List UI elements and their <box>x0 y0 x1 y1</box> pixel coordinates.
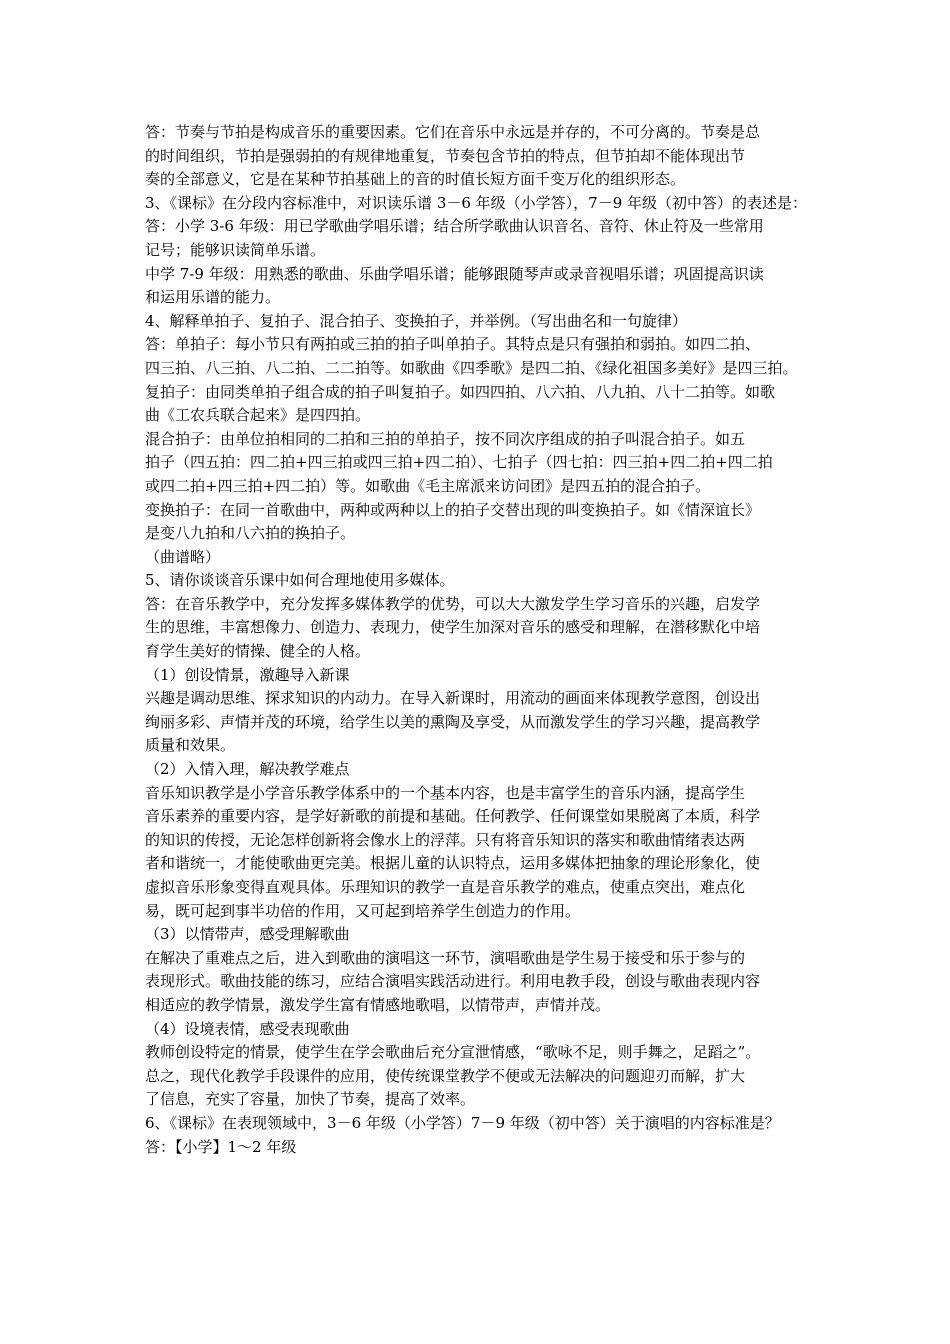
text-line: 奏的全部意义，它是在某种节拍基础上的音的时值长短方面千变万化的组织形态。 <box>145 170 686 189</box>
text-line: 答：节奏与节拍是构成音乐的重要因素。它们在音乐中永远是并存的，不可分离的。节奏是总 <box>145 123 761 141</box>
text-line: 在解决了重难点之后，进入到歌曲的演唱这一环节，演唱歌曲是学生易于接受和乐于参与的 <box>145 948 746 967</box>
text-line: （2）入情入理，解决教学难点 <box>145 760 350 779</box>
text-line: 总之，现代化教学手段课件的应用，使传统课堂教学不便或无法解决的问题迎刃而解，扩大 <box>145 1066 746 1085</box>
text-line: 记号；能够识读简单乐谱。 <box>145 240 326 259</box>
text-line: 6、《课标》在表现领域中，3－6 年级（小学答）7－9 年级（初中答）关于演唱的内容标准是？ <box>145 1113 780 1132</box>
text-line: 答：在音乐教学中，充分发挥多媒体教学的优势，可以大大激发学生学习音乐的兴趣，启发学 <box>145 594 761 613</box>
text-line: 四三拍、八三拍、八二拍、二二拍等。如歌曲《四季歌》是四二拍、《绿化祖国多美好》是四三拍。 <box>145 358 798 377</box>
text-line: 者和谐统一，才能使歌曲更完美。根据儿童的认识特点，运用多媒体把抽象的理论形象化，使 <box>145 854 761 873</box>
text-line: （1）创设情景，激趣导入新课 <box>145 665 350 684</box>
text-line: 育学生美好的情操、健全的人格。 <box>145 642 371 661</box>
text-line: 质量和效果。 <box>145 736 236 755</box>
text-line: 曲《工农兵联合起来》是四四拍。 <box>145 406 371 425</box>
text-line: 混合拍子：由单位拍相同的二拍和三拍的单拍子，按不同次序组成的拍子叫混合拍子。如五 <box>145 429 746 448</box>
text-line: 3、《课标》在分段内容标准中，对识读乐谱 3－6 年级（小学答），7－9 年级（初中答）的表述是： <box>145 193 808 212</box>
text-line: 的知识的传授，无论怎样创新将会像水上的浮萍。只有将音乐知识的落实和歌曲情绪表达两 <box>145 830 746 849</box>
text-line: 答：单拍子：每小节只有两拍或三拍的拍子叫单拍子。其特点是只有强拍和弱拍。如四二拍、 <box>145 335 761 354</box>
text-line: 拍子（四五拍：四二拍+四三拍或四三拍+四二拍）、七拍子（四七拍：四三拍+四二拍+四二拍 <box>145 453 773 472</box>
text-line: 教师创设特定的情景，使学生在学会歌曲后充分宣泄情感，“歌咏不足，则手舞之，足蹈之”。 <box>145 1043 761 1062</box>
text-line: （3）以情带声，感受理解歌曲 <box>145 925 350 944</box>
text-line: 绚丽多彩、声情并茂的环境，给学生以美的熏陶及享受，从而激发学生的学习兴趣，提高教学 <box>145 712 761 731</box>
text-line: 中学 7-9 年级：用熟悉的歌曲、乐曲学唱乐谱；能够跟随琴声或录音视唱乐谱；巩固提高识读 <box>145 264 764 283</box>
text-line: 复拍子：由同类单拍子组合成的拍子叫复拍子。如四四拍、八六拍、八九拍、八十二拍等。如歌 <box>145 382 776 401</box>
text-line: 表现形式。歌曲技能的练习，应结合演唱实践活动进行。利用电教手段，创设与歌曲表现内容 <box>145 972 761 991</box>
text-line: 兴趣是调动思维、探求知识的内动力。在导入新课时，用流动的画面来体现教学意图，创设出 <box>145 689 761 708</box>
document-body <box>145 121 825 1159</box>
text-line: （4）设境表情，感受表现歌曲 <box>145 1019 350 1038</box>
text-line: 和运用乐谱的能力。 <box>145 288 281 307</box>
text-line: 答：【小学】1～2 年级 <box>145 1137 297 1156</box>
text-line: 4、解释单拍子、复拍子、混合拍子、变换拍子，并举例。（写出曲名和一句旋律） <box>145 311 688 330</box>
text-line: 了信息，充实了容量，加快了节奏，提高了效率。 <box>145 1090 476 1109</box>
text-line: 音乐知识教学是小学音乐教学体系中的一个基本内容，也是丰富学生的音乐内涵，提高学生 <box>145 783 746 802</box>
text-line: 生的思维，丰富想像力、创造力、表现力，使学生加深对音乐的感受和理解，在潜移默化中培 <box>145 618 761 637</box>
text-line: 或四二拍+四三拍+四二拍）等。如歌曲《毛主席派来访问团》是四五拍的混合拍子。 <box>145 476 711 495</box>
text-line: 是变八九拍和八六拍的换拍子。 <box>145 524 356 543</box>
text-line: 易，既可起到事半功倍的作用，又可起到培养学生创造力的作用。 <box>145 901 581 920</box>
text-line: 答：小学 3-6 年级：用已学歌曲学唱乐谱；结合所学歌曲认识音名、音符、休止符及一些常用 <box>145 217 764 236</box>
text-line: 音乐素养的重要内容，是学好新歌的前提和基础。任何教学、任何课堂如果脱离了本质，科学 <box>145 807 761 826</box>
text-line: 变换拍子：在同一首歌曲中，两种或两种以上的拍子交替出现的叫变换拍子。如《情深谊长》 <box>145 500 761 519</box>
text-line: 的时间组织，节拍是强弱拍的有规律地重复，节奏包含节拍的特点，但节拍却不能体现出节 <box>145 146 746 165</box>
text-line: 5、请你谈谈音乐课中如何合理地使用多媒体。 <box>145 571 455 590</box>
text-line: 虚拟音乐形象变得直观具体。乐理知识的教学一直是音乐教学的难点，使重点突出，难点化 <box>145 878 746 896</box>
text-line: 相适应的教学情景，激发学生富有情感地歌唱，以情带声，声情并茂。 <box>145 995 611 1014</box>
text-line: （曲谱略） <box>145 547 221 566</box>
